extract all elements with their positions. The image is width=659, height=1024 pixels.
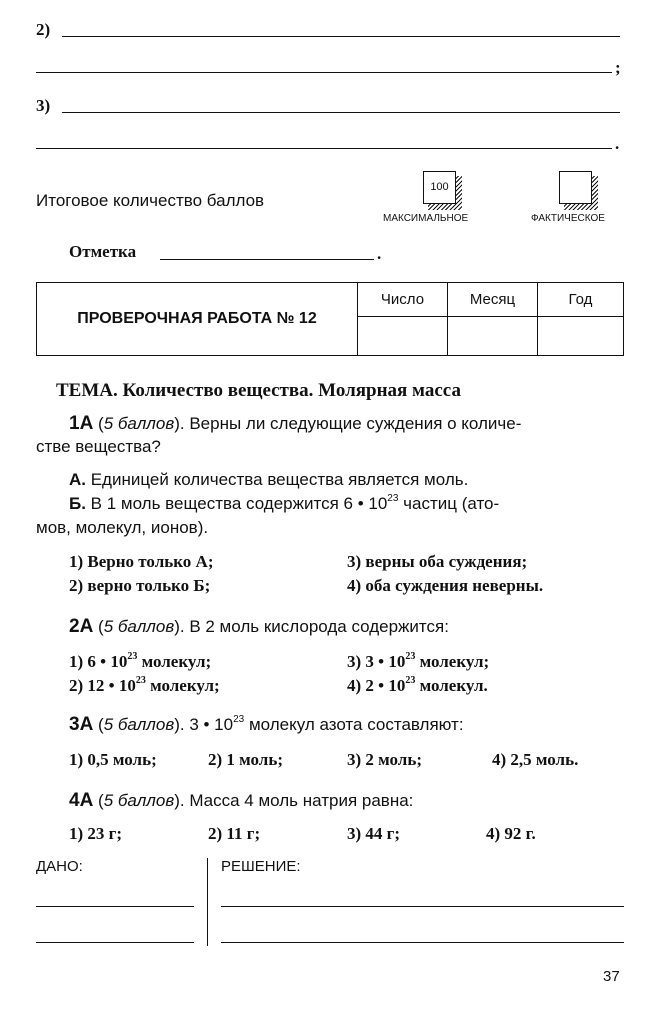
q3-points: 5 баллов xyxy=(103,715,175,734)
solution-line-1[interactable] xyxy=(221,906,624,907)
q3-option-3[interactable]: 3) 2 моль; xyxy=(347,750,422,769)
q2-option-4-exp: 23 xyxy=(405,675,416,686)
q3-header: 3А (5 баллов). 3 • $10^{23}$ молекул азота составляют: xyxy=(69,714,464,735)
q4-header: 4А (5 баллов). Масса 4 моль натрия равна: xyxy=(69,790,414,811)
q1-option-4[interactable]: 4) оба суждения неверны. xyxy=(347,576,544,595)
q4-text: . Масса 4 моль натрия равна: xyxy=(179,791,414,810)
q4-option-1[interactable]: 1) 23 г; xyxy=(69,824,123,843)
actual-score-box[interactable] xyxy=(559,171,592,204)
solution-label: РЕШЕНИЕ: xyxy=(221,858,301,875)
q1-option-2[interactable]: 2) верно только Б; xyxy=(69,576,211,595)
max-score-value: 100 xyxy=(430,181,449,193)
q1-statement-a-text: Единицей количества вещества является моль. xyxy=(86,470,469,489)
score-label: Итоговое количество баллов xyxy=(36,191,265,210)
q2-option-3-exp: 23 xyxy=(405,651,416,662)
q3-text-post: молекул азота составляют: xyxy=(244,715,464,734)
q1-points: 5 баллов xyxy=(103,414,175,433)
q3-number: 3А xyxy=(69,714,94,735)
q1-option-1[interactable]: 1) Верно только А; xyxy=(69,552,214,571)
work-title: ПРОВЕРОЧНАЯ РАБОТА № 12 xyxy=(37,283,358,356)
q1-text-line1: . Верны ли следующие суждения о количе- xyxy=(179,414,522,433)
q4-option-4[interactable]: 4) 92 г. xyxy=(486,824,536,843)
given-line-2[interactable] xyxy=(36,942,194,943)
given-line-1[interactable] xyxy=(36,906,194,907)
max-score-box xyxy=(423,171,456,204)
q2-option-4[interactable]: 4) 2 • $10^{23}$ молекул. xyxy=(347,675,488,695)
q1-statement-b-line2: мов, молекул, ионов). xyxy=(36,518,209,537)
answer-line-2b[interactable] xyxy=(36,72,612,73)
q2-text: . В 2 моль кислорода содержится: xyxy=(179,617,449,636)
q2-option-1[interactable]: 1) 6 • $10^{23}$ молекул; xyxy=(69,651,212,671)
col-month-header: Месяц xyxy=(448,283,538,317)
q2-number: 2А xyxy=(69,616,94,637)
q1-text-line2: стве вещества? xyxy=(36,437,161,456)
q2-option-2[interactable]: 2) 12 • $10^{23}$ молекул; xyxy=(69,675,220,695)
answer-line-3a[interactable] xyxy=(62,112,620,113)
q3-option-2[interactable]: 2) 1 моль; xyxy=(208,750,283,769)
q2-option-3[interactable]: 3) 3 • $10^{23}$ молекул; xyxy=(347,651,490,671)
q2-points: 5 баллов xyxy=(103,617,175,636)
mark-end: . xyxy=(377,244,382,263)
q2-header: 2А (5 баллов). В 2 моль кислорода содержится: xyxy=(69,616,449,637)
q3-text-exp: 23 xyxy=(233,714,245,725)
answer-line-2a[interactable] xyxy=(62,36,620,37)
q4-points: 5 баллов xyxy=(103,791,175,810)
q4-option-3[interactable]: 3) 44 г; xyxy=(347,824,401,843)
q1-statement-b xyxy=(69,494,499,514)
day-cell[interactable] xyxy=(358,317,448,356)
answer-item-2-label: 2) xyxy=(36,20,51,39)
q1-statement-b-exp: 23 xyxy=(387,493,399,504)
q2-option-1-exp: 23 xyxy=(127,651,138,662)
q1-statement-b-label: Б. xyxy=(69,494,86,513)
answer-line-3b[interactable] xyxy=(36,148,612,149)
solution-line-2[interactable] xyxy=(221,942,624,943)
q1-header: 1А (5 баллов). Верны ли следующие суждения о количе- xyxy=(69,413,522,434)
given-label: ДАНО: xyxy=(36,858,83,875)
q1-statement-a xyxy=(69,470,468,490)
col-year-header: Год xyxy=(538,283,624,317)
q1-statement-a-label: А. xyxy=(69,470,86,489)
period: . xyxy=(615,134,620,153)
mark-line[interactable] xyxy=(160,259,374,260)
q3-option-4[interactable]: 4) 2,5 моль. xyxy=(492,750,579,769)
q3-option-1[interactable]: 1) 0,5 моль; xyxy=(69,750,157,769)
page-number: 37 xyxy=(603,968,620,985)
q1-statement-b-pre: В 1 моль вещества содержится 6 • 10 xyxy=(85,494,388,513)
actual-score-caption: ФАКТИЧЕСКОЕ xyxy=(531,213,605,224)
q3-text-pre: . 3 • 10 xyxy=(179,715,234,734)
q4-option-2[interactable]: 2) 11 г; xyxy=(208,824,261,843)
q1-statement-b-post: частиц (ато- xyxy=(398,494,500,513)
month-cell[interactable] xyxy=(448,317,538,356)
answer-item-3-label: 3) xyxy=(36,96,51,115)
q1-option-3[interactable]: 3) верны оба суждения; xyxy=(347,552,528,571)
q4-number: 4А xyxy=(69,790,94,811)
given-solution-divider xyxy=(207,858,208,946)
header-table xyxy=(36,282,624,356)
mark-label: Отметка xyxy=(69,242,137,261)
topic-title: ТЕМА. Количество вещества. Молярная масса xyxy=(56,380,461,401)
q2-option-2-exp: 23 xyxy=(135,675,146,686)
year-cell[interactable] xyxy=(538,317,624,356)
max-score-caption: МАКСИМАЛЬНОЕ xyxy=(383,213,469,224)
semicolon: ; xyxy=(615,58,621,77)
q1-number: 1А xyxy=(69,413,94,434)
col-day-header: Число xyxy=(358,283,448,317)
